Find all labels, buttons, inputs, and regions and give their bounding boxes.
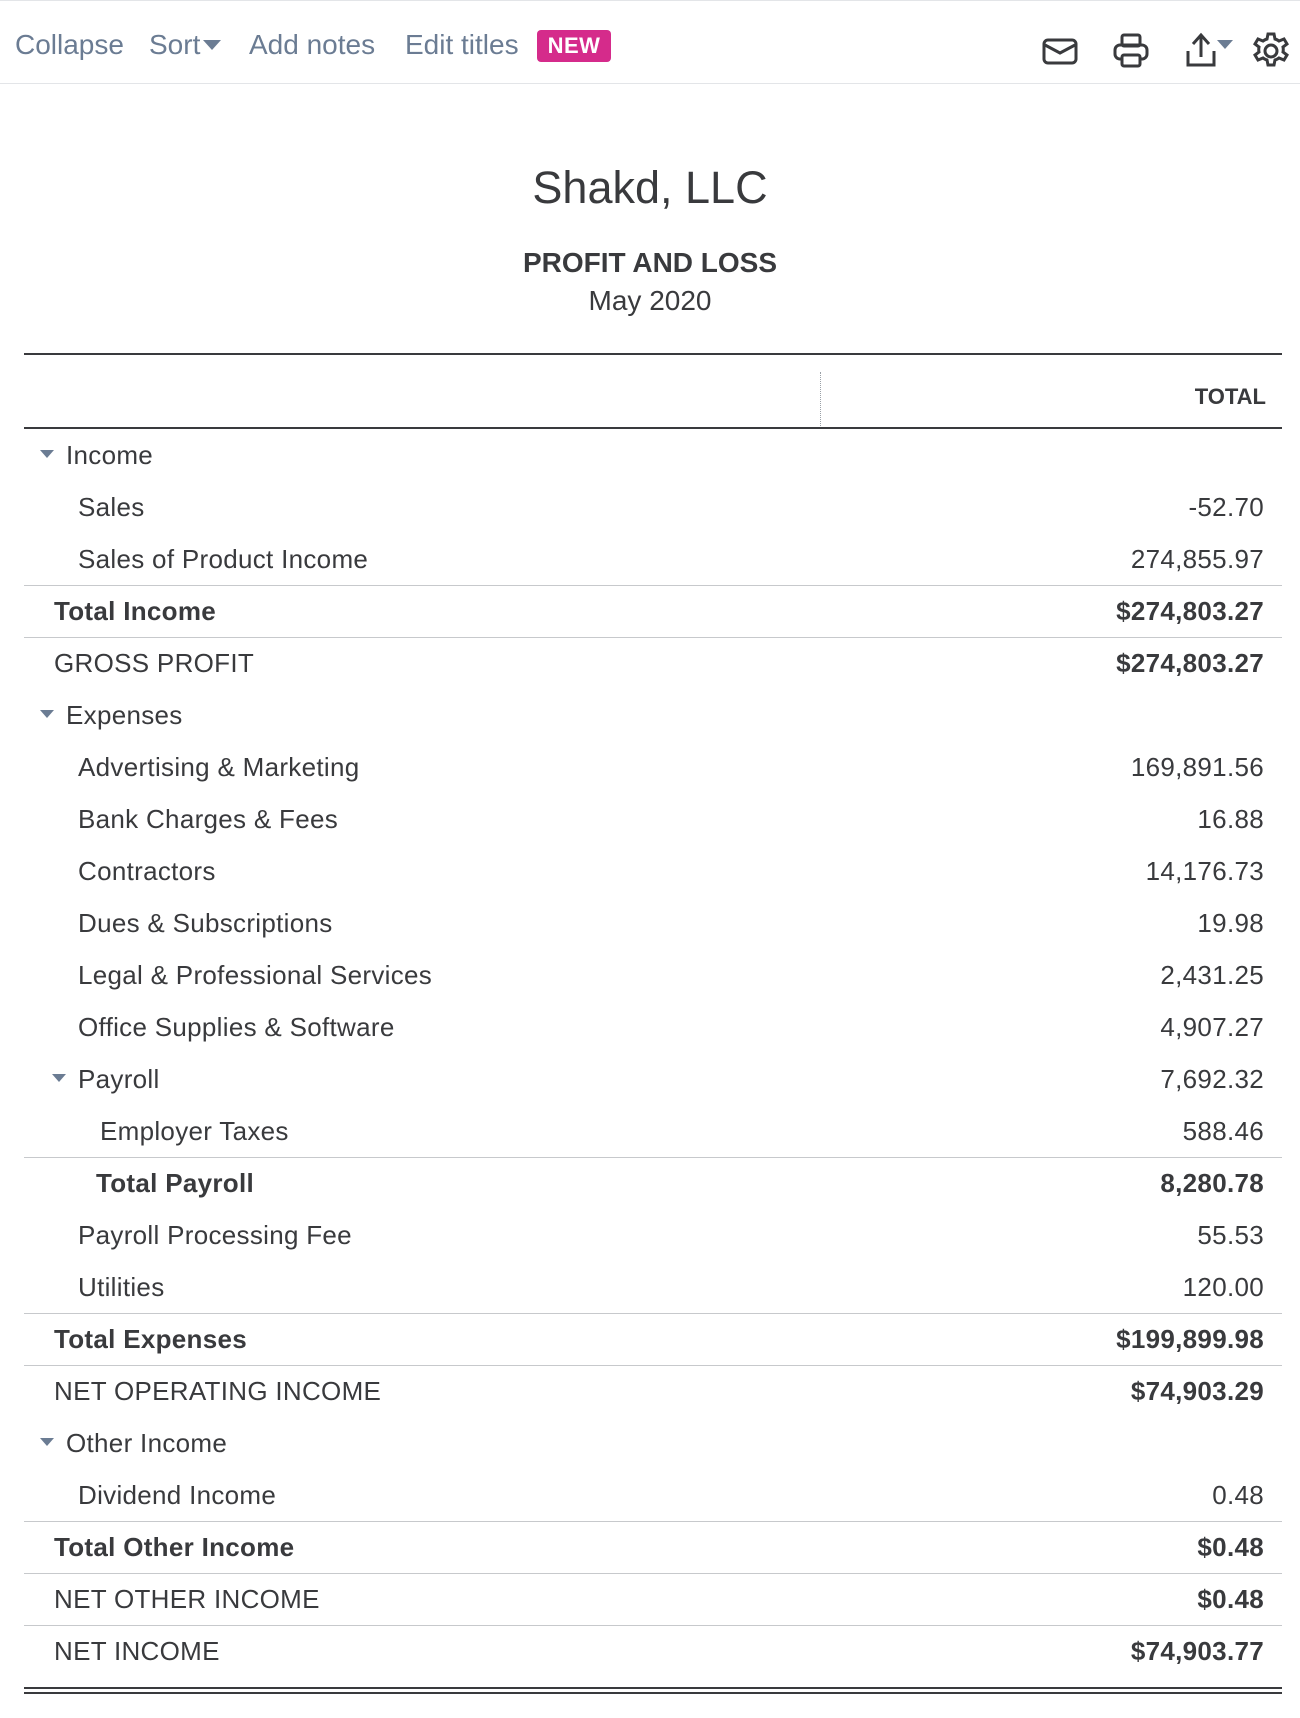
- collapse-toggle-icon[interactable]: [40, 1438, 54, 1446]
- row-amount[interactable]: $199,899.98: [1116, 1324, 1264, 1354]
- table-top-rule: [24, 353, 1282, 355]
- subtotal-row[interactable]: [24, 1157, 1282, 1209]
- add-notes-button[interactable]: Add notes: [249, 29, 376, 60]
- row-label: Dividend Income: [78, 1480, 277, 1510]
- row-label: Advertising & Marketing: [78, 752, 360, 782]
- edit-titles-button[interactable]: Edit titles: [405, 29, 519, 60]
- account-row[interactable]: [24, 1105, 1282, 1157]
- account-row[interactable]: [24, 793, 1282, 845]
- account-row[interactable]: [24, 1001, 1282, 1053]
- settings-icon[interactable]: [1251, 31, 1291, 71]
- row-label: Total Payroll: [96, 1168, 255, 1198]
- report-period: May 2020: [588, 285, 712, 316]
- account-row[interactable]: [24, 949, 1282, 1001]
- account-row[interactable]: [24, 1209, 1282, 1261]
- row-label: Total Expenses: [54, 1324, 248, 1354]
- row-label: Other Income: [66, 1428, 228, 1458]
- summary-row[interactable]: [24, 1625, 1282, 1677]
- summary-row[interactable]: [24, 1365, 1282, 1417]
- row-amount[interactable]: 120.00: [1182, 1272, 1264, 1302]
- row-label: Bank Charges & Fees: [78, 804, 339, 834]
- row-amount[interactable]: 55.53: [1197, 1220, 1264, 1250]
- row-label: Expenses: [66, 700, 183, 730]
- email-icon[interactable]: [1040, 31, 1080, 71]
- row-amount[interactable]: 169,891.56: [1130, 752, 1264, 782]
- row-amount[interactable]: 19.98: [1197, 908, 1264, 938]
- row-label: Contractors: [78, 856, 216, 886]
- total-row[interactable]: [24, 585, 1282, 637]
- row-label: NET OTHER INCOME: [54, 1584, 320, 1614]
- row-label: NET INCOME: [54, 1636, 220, 1666]
- summary-row[interactable]: [24, 637, 1282, 689]
- double-underline-bottom: [24, 1692, 1282, 1694]
- row-amount[interactable]: $74,903.77: [1130, 1636, 1264, 1666]
- row-label: Office Supplies & Software: [78, 1012, 395, 1042]
- report-toolbar: [0, 0, 1300, 84]
- account-row[interactable]: [24, 1261, 1282, 1313]
- row-amount[interactable]: -52.70: [1188, 492, 1264, 522]
- row-label: Payroll: [78, 1064, 160, 1094]
- summary-row[interactable]: [24, 1573, 1282, 1625]
- account-row[interactable]: [24, 481, 1282, 533]
- row-amount[interactable]: $0.48: [1197, 1584, 1264, 1614]
- new-badge: NEW: [537, 30, 611, 62]
- total-row[interactable]: [24, 1521, 1282, 1573]
- column-divider: [820, 372, 821, 426]
- collapse-toggle-icon[interactable]: [52, 1074, 66, 1082]
- row-label: Employer Taxes: [100, 1116, 289, 1146]
- row-amount[interactable]: 0.48: [1212, 1480, 1264, 1510]
- company-name: Shakd, LLC: [532, 162, 768, 213]
- row-amount[interactable]: 274,855.97: [1130, 544, 1264, 574]
- account-row[interactable]: [24, 533, 1282, 585]
- section-header-row[interactable]: [24, 689, 1282, 741]
- account-row[interactable]: [24, 897, 1282, 949]
- account-row[interactable]: [24, 741, 1282, 793]
- row-amount[interactable]: $74,903.29: [1130, 1376, 1264, 1406]
- row-amount[interactable]: $274,803.27: [1116, 596, 1264, 626]
- row-label: Payroll Processing Fee: [78, 1220, 352, 1250]
- collapse-toggle-icon[interactable]: [40, 450, 54, 458]
- row-label: Legal & Professional Services: [78, 960, 433, 990]
- row-amount[interactable]: 16.88: [1197, 804, 1264, 834]
- row-amount[interactable]: 4,907.27: [1160, 1012, 1264, 1042]
- collapse-button[interactable]: Collapse: [15, 29, 124, 60]
- sort-button[interactable]: [149, 27, 221, 63]
- row-label: Income: [66, 440, 154, 470]
- row-amount[interactable]: $0.48: [1197, 1532, 1264, 1562]
- section-header-row[interactable]: [24, 1417, 1282, 1469]
- row-amount[interactable]: 2,431.25: [1160, 960, 1264, 990]
- row-amount[interactable]: 7,692.32: [1160, 1064, 1264, 1094]
- account-row[interactable]: [24, 1469, 1282, 1521]
- row-label: NET OPERATING INCOME: [54, 1376, 382, 1406]
- row-label: Sales of Product Income: [78, 544, 369, 574]
- row-label: Sales: [78, 492, 145, 522]
- row-label: Total Other Income: [54, 1532, 295, 1562]
- double-underline-top: [24, 1687, 1282, 1689]
- collapse-toggle-icon[interactable]: [40, 710, 54, 718]
- row-label: Total Income: [54, 596, 217, 626]
- row-label: GROSS PROFIT: [54, 648, 255, 678]
- report-title: PROFIT AND LOSS: [522, 247, 778, 278]
- row-amount[interactable]: 14,176.73: [1145, 856, 1264, 886]
- row-label: Dues & Subscriptions: [78, 908, 333, 938]
- total-row[interactable]: [24, 1313, 1282, 1365]
- row-amount[interactable]: $274,803.27: [1116, 648, 1264, 678]
- section-header-row[interactable]: [24, 429, 1282, 481]
- chevron-down-icon: [203, 40, 221, 50]
- account-row[interactable]: [24, 845, 1282, 897]
- column-header-total: TOTAL: [1194, 384, 1266, 409]
- row-amount[interactable]: 8,280.78: [1160, 1168, 1264, 1198]
- sort-label: Sort: [149, 29, 201, 60]
- row-amount[interactable]: 588.46: [1182, 1116, 1264, 1146]
- print-icon[interactable]: [1111, 31, 1151, 71]
- export-icon[interactable]: [1183, 31, 1235, 71]
- subsection-header-row[interactable]: [24, 1053, 1282, 1105]
- row-label: Utilities: [78, 1272, 165, 1302]
